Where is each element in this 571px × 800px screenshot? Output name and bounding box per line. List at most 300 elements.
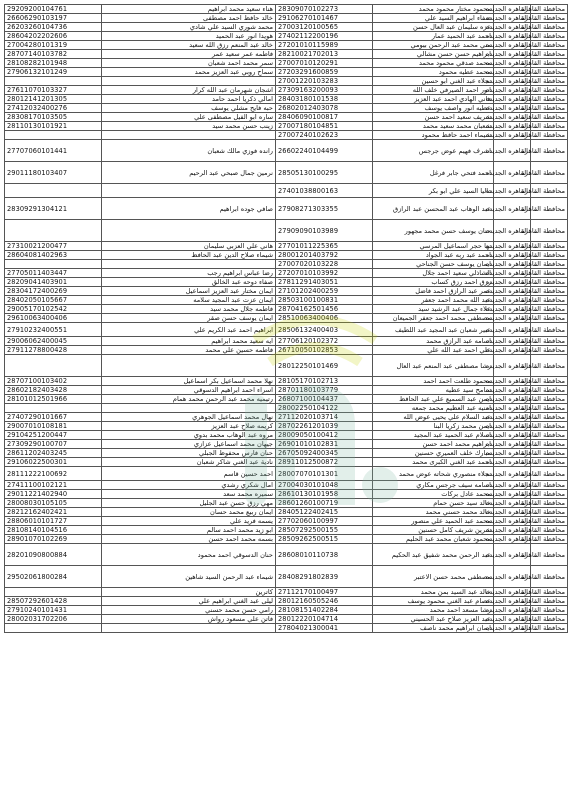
national-id-right-cell: 28405122402415 — [276, 508, 373, 517]
table-row — [5, 355, 568, 377]
name-right-cell: شيماء احمد حافظ محمود — [373, 131, 494, 140]
district-cell: القاهره الجديده — [494, 395, 531, 404]
table-row — [5, 269, 568, 278]
name-right-cell: عمر عبد الرازق احمد فاضل — [373, 287, 494, 296]
governorate-cell: محافظة القاهرة — [531, 323, 568, 337]
name-right-cell: احمد عبد ربه عبد الجواد — [373, 251, 494, 260]
name-left-cell: خالد عبد المنعم رزق الله سعيد — [102, 41, 276, 50]
table-row — [5, 490, 568, 499]
name-right-cell: اسلام عبد الحميد عبد المجيد — [373, 431, 494, 440]
name-left-cell: فاطمه حسين علي محمد — [102, 346, 276, 355]
name-right-cell: محمد عادل بركات — [373, 490, 494, 499]
governorate-cell: محافظة القاهرة — [531, 23, 568, 32]
name-right-cell: نجلاء منصوري شحاته عوض محمد — [373, 467, 494, 481]
name-right-cell: اسامه سيف جرجس مكاري — [373, 481, 494, 490]
district-cell: القاهره الجديده — [494, 104, 531, 113]
district-cell: القاهره الجديده — [494, 278, 531, 287]
national-id-right-cell: 27402112200196 — [276, 32, 373, 41]
national-id-right-cell: 28610130101958 — [276, 490, 373, 499]
national-id-right-cell: 28702261201039 — [276, 422, 373, 431]
national-id-right-cell: 29106270101467 — [276, 14, 373, 23]
name-left-cell: نادية عبد الغني شاكر شعبان — [102, 458, 276, 467]
governorate-cell: محافظة القاهرة — [531, 481, 568, 490]
name-left-cell — [102, 184, 276, 198]
name-left-cell: ايمان ربيع محمد حسان — [102, 508, 276, 517]
national-id-left-cell: 28604202202606 — [5, 32, 102, 41]
national-id-right-cell: 27309163200093 — [276, 86, 373, 95]
national-id-left-cell: 28108282101948 — [5, 59, 102, 68]
name-right-cell: عبير شعبان عبد المجيد عبد اللطيف — [373, 323, 494, 337]
name-right-cell: محمود طلعت احمد احمد — [373, 377, 494, 386]
district-cell: القاهره الجديده — [494, 588, 531, 597]
district-cell: القاهره الجديده — [494, 355, 531, 377]
table-row — [5, 162, 568, 184]
national-id-left-cell: 27705011403447 — [5, 269, 102, 278]
table-row — [5, 32, 568, 41]
name-left-cell: ابراهيم احمد عبد الكريم علي — [102, 323, 276, 337]
district-cell: القاهره الجديده — [494, 377, 531, 386]
name-left-cell: ساره ابو الفيل مصطفى علي — [102, 113, 276, 122]
governorate-cell: محافظة القاهرة — [531, 104, 568, 113]
name-left-cell: هناء سعيد محمد ابراهيم — [102, 5, 276, 14]
records-table-body — [5, 5, 568, 633]
name-left-cell: ايمان يوسف حسن صقر — [102, 314, 276, 323]
national-id-left-cell: 28308170103505 — [5, 113, 102, 122]
national-id-right-cell: 26602240104499 — [276, 140, 373, 162]
name-right-cell: ابراهيم محمد احمد حسن — [373, 440, 494, 449]
name-right-cell: عبد الرحمن محمد شفيق عبد الحكيم — [373, 544, 494, 566]
name-left-cell: محمد شوري السيد علي شادي — [102, 23, 276, 32]
name-left-cell: ايمان مختار عبد العزيز اسماعيل — [102, 287, 276, 296]
national-id-left-cell: 29011221402940 — [5, 490, 102, 499]
name-right-cell: شعبان محمد سعيد محمد — [373, 122, 494, 131]
name-left-cell — [102, 131, 276, 140]
name-left-cell: رتيميه محمد عبد الرحمن محمد همام — [102, 395, 276, 404]
district-cell: القاهره الجديده — [494, 624, 531, 633]
table-row — [5, 422, 568, 431]
table-row — [5, 50, 568, 59]
district-cell: القاهره الجديده — [494, 198, 531, 220]
governorate-cell: محافظة القاهرة — [531, 32, 568, 41]
governorate-cell: محافظة القاهرة — [531, 535, 568, 544]
governorate-cell: محافظة القاهرة — [531, 41, 568, 50]
governorate-cell: محافظة القاهرة — [531, 422, 568, 431]
national-id-right-cell: 27908271303355 — [276, 198, 373, 220]
national-id-right-cell: 27004030101048 — [276, 481, 373, 490]
national-id-left-cell: 27310021200477 — [5, 242, 102, 251]
table-row — [5, 305, 568, 314]
national-id-left-cell: 28101012501966 — [5, 395, 102, 404]
national-id-right-cell: 28704162501456 — [276, 305, 373, 314]
national-id-left-cell: 29005170102542 — [5, 305, 102, 314]
name-right-cell: اشرف فهيم عوض جرجس — [373, 140, 494, 162]
name-right-cell: عبد الوهاب عبد المحسن عبد الرازق — [373, 198, 494, 220]
national-id-left-cell: 28212162402421 — [5, 508, 102, 517]
governorate-cell: محافظة القاهرة — [531, 404, 568, 413]
governorate-cell: محافظة القاهرة — [531, 431, 568, 440]
name-left-cell: كريمه صلاح عبد العزيز — [102, 422, 276, 431]
district-cell: القاهره الجديده — [494, 566, 531, 588]
table-row — [5, 449, 568, 458]
name-right-cell: رشا مصطفى عبد المنعم عبد العال — [373, 355, 494, 377]
district-cell: القاهره الجديده — [494, 508, 531, 517]
national-id-right-cell: 26901010102831 — [276, 440, 373, 449]
name-left-cell: رضا عباس ابراهيم رجب — [102, 269, 276, 278]
table-row — [5, 140, 568, 162]
national-id-left-cell — [5, 77, 102, 86]
national-id-left-cell: 28901070102269 — [5, 535, 102, 544]
national-id-right-cell: 28012220104714 — [276, 615, 373, 624]
name-left-cell: اسراء احمد ابراهيم الدسوقي — [102, 386, 276, 395]
table-row — [5, 413, 568, 422]
national-id-left-cell: 28707100103402 — [5, 377, 102, 386]
national-id-right-cell: 28507292500155 — [276, 526, 373, 535]
governorate-cell: محافظة القاهرة — [531, 526, 568, 535]
national-id-right-cell: 27101202400259 — [276, 287, 373, 296]
governorate-cell: محافظة القاهرة — [531, 77, 568, 86]
governorate-cell: محافظة القاهرة — [531, 131, 568, 140]
national-id-right-cell: 27201010115989 — [276, 41, 373, 50]
name-left-cell — [102, 624, 276, 633]
district-cell: القاهره الجديده — [494, 287, 531, 296]
district-cell: القاهره الجديده — [494, 458, 531, 467]
table-row — [5, 23, 568, 32]
national-id-left-cell — [5, 624, 102, 633]
governorate-cell: محافظة القاهرة — [531, 346, 568, 355]
governorate-cell: محافظة القاهرة — [531, 508, 568, 517]
table-row — [5, 440, 568, 449]
national-id-right-cell: 28009050100412 — [276, 431, 373, 440]
records-table — [4, 4, 568, 633]
name-right-cell: عطيه انور واصف يوسف — [373, 104, 494, 113]
name-right-cell: خالد محمد حسني محمد — [373, 508, 494, 517]
national-id-right-cell: 28510063400406 — [276, 314, 373, 323]
national-id-left-cell: 29006062400045 — [5, 337, 102, 346]
district-cell: القاهره الجديده — [494, 499, 531, 508]
table-row — [5, 296, 568, 305]
name-right-cell: ايمان يوسف حسن الجناحي — [373, 260, 494, 269]
national-id-right-cell: 27706120102372 — [276, 337, 373, 346]
district-cell: القاهره الجديده — [494, 467, 531, 481]
national-id-left-cell: 29007010108181 — [5, 422, 102, 431]
name-right-cell: انور احمد الصيرفي خلف الله — [373, 86, 494, 95]
national-id-right-cell: 28503100100831 — [276, 296, 373, 305]
governorate-cell: محافظة القاهرة — [531, 242, 568, 251]
name-left-cell: ايمان عزت عبد المجيد سلامه — [102, 296, 276, 305]
table-row — [5, 535, 568, 544]
national-id-right-cell: 28012160505246 — [276, 597, 373, 606]
national-id-left-cell — [5, 220, 102, 242]
national-id-right-cell: 28108151402284 — [276, 606, 373, 615]
name-left-cell: ابو زيد محمد احمد سالم — [102, 526, 276, 535]
district-cell: القاهره الجديده — [494, 122, 531, 131]
table-row — [5, 377, 568, 386]
governorate-cell: محافظة القاهرة — [531, 14, 568, 23]
table-row — [5, 287, 568, 296]
governorate-cell: محافظة القاهرة — [531, 220, 568, 242]
governorate-cell: محافظة القاهرة — [531, 184, 568, 198]
national-id-right-cell: 28701180103779 — [276, 386, 373, 395]
district-cell: القاهره الجديده — [494, 490, 531, 499]
district-cell: القاهره الجديده — [494, 526, 531, 535]
governorate-cell: محافظة القاهرة — [531, 355, 568, 377]
national-id-left-cell: 28402050105667 — [5, 296, 102, 305]
table-row — [5, 131, 568, 140]
national-id-left-cell: 26606290103197 — [5, 14, 102, 23]
name-right-cell: احمد فتحي جابر فرغل — [373, 162, 494, 184]
table-row — [5, 624, 568, 633]
name-right-cell: نها حجر اسماعيل المرسي — [373, 242, 494, 251]
district-cell: القاهره الجديده — [494, 251, 531, 260]
national-id-right-cell: 28406090100817 — [276, 113, 373, 122]
governorate-cell: محافظة القاهرة — [531, 337, 568, 346]
district-cell: القاهره الجديده — [494, 597, 531, 606]
governorate-cell: محافظة القاهرة — [531, 566, 568, 588]
district-cell: القاهره الجديده — [494, 606, 531, 615]
table-row — [5, 242, 568, 251]
table-row — [5, 5, 568, 14]
table-row — [5, 404, 568, 413]
name-right-cell: خالد عبد السيد بمن محمد — [373, 588, 494, 597]
national-id-left-cell — [5, 184, 102, 198]
governorate-cell: محافظة القاهرة — [531, 251, 568, 260]
governorate-cell: محافظة القاهرة — [531, 59, 568, 68]
name-right-cell: محمود شعبان محمد عبد الحليم — [373, 535, 494, 544]
name-left-cell: هويدا انور عبد الحميد — [102, 32, 276, 41]
name-right-cell: احمد عبد الحميد عمار — [373, 32, 494, 41]
table-row — [5, 95, 568, 104]
national-id-right-cell: 26710050102853 — [276, 346, 373, 355]
national-id-right-cell: 28403180101538 — [276, 95, 373, 104]
governorate-cell: محافظة القاهرة — [531, 314, 568, 323]
name-left-cell: رانده فوزي مالك شعبان — [102, 140, 276, 162]
national-id-right-cell: 27112170100497 — [276, 588, 373, 597]
district-cell: القاهره الجديده — [494, 449, 531, 458]
national-id-right-cell: 27401038800163 — [276, 184, 373, 198]
governorate-cell: محافظة القاهرة — [531, 269, 568, 278]
table-row — [5, 481, 568, 490]
district-cell: القاهره الجديده — [494, 517, 531, 526]
national-id-right-cell: 27203291600859 — [276, 68, 373, 77]
national-id-left-cell: 27412032400276 — [5, 104, 102, 113]
name-left-cell: صفاء دوحه عبد الخالق — [102, 278, 276, 287]
table-row — [5, 337, 568, 346]
name-left-cell: فاطمه عمر سعيد عمر — [102, 50, 276, 59]
name-right-cell: مني محمد عبد الرحمن بيومي — [373, 41, 494, 50]
name-left-cell: احمد حسين قاسم — [102, 467, 276, 481]
name-right-cell: نجلاء عبد الغني ابو حسين — [373, 77, 494, 86]
name-left-cell: خالد حافظ احمد مصطفى — [102, 14, 276, 23]
name-left-cell: سميره محمد سعد — [102, 490, 276, 499]
national-id-left-cell: 27910232400551 — [5, 323, 102, 337]
table-row — [5, 395, 568, 404]
name-right-cell: مصطفى محمد احمد جعفر الجميعان — [373, 314, 494, 323]
name-left-cell: ليلى عبد الغني ابراهيم علي — [102, 597, 276, 606]
name-left-cell: فاطمه جلال محمد سيد — [102, 305, 276, 314]
national-id-right-cell: 27007240102623 — [276, 131, 373, 140]
table-row — [5, 68, 568, 77]
national-id-left-cell: 29104251200447 — [5, 431, 102, 440]
district-cell: القاهره الجديده — [494, 59, 531, 68]
district-cell: القاهره الجديده — [494, 346, 531, 355]
national-id-left-cell: 29106022500301 — [5, 458, 102, 467]
name-left-cell: مهي رزق حسن عبد الجليل — [102, 499, 276, 508]
name-right-cell: شرين شريف كامل حسنين — [373, 526, 494, 535]
national-id-right-cell: 27003120100565 — [276, 23, 373, 32]
table-row — [5, 86, 568, 95]
national-id-left-cell — [5, 404, 102, 413]
name-left-cell: امال شكري رشدي — [102, 481, 276, 490]
table-row — [5, 278, 568, 287]
name-left-cell: مروه عبد الوهاب محمد بدوي — [102, 431, 276, 440]
national-id-left-cell: 27611070103327 — [5, 86, 102, 95]
governorate-cell: محافظة القاهرة — [531, 449, 568, 458]
governorate-cell: محافظة القاهرة — [531, 287, 568, 296]
table-row — [5, 113, 568, 122]
national-id-right-cell: 28007070101301 — [276, 467, 373, 481]
name-right-cell: علي احمد عبد الله علي — [373, 346, 494, 355]
national-id-right-cell: 28911012500872 — [276, 458, 373, 467]
name-right-cell: ايمان ابراهيم محمد ناصف — [373, 624, 494, 633]
district-cell: القاهره الجديده — [494, 314, 531, 323]
table-row — [5, 122, 568, 131]
district-cell: القاهره الجديده — [494, 68, 531, 77]
table-row — [5, 260, 568, 269]
national-id-left-cell: 28111222100692 — [5, 467, 102, 481]
governorate-cell: محافظة القاهرة — [531, 467, 568, 481]
district-cell: القاهره الجديده — [494, 184, 531, 198]
name-left-cell: نهلا محمد اسماعيل بكر اسماعيل — [102, 377, 276, 386]
name-right-cell: محمد عبد الحميد علي منصور — [373, 517, 494, 526]
name-left-cell — [102, 355, 276, 377]
name-right-cell: عبد الله محمد احمد جعفر — [373, 296, 494, 305]
name-right-cell: عزه سليمان عبد العال حسن — [373, 23, 494, 32]
district-cell: القاهره الجديده — [494, 5, 531, 14]
table-row — [5, 499, 568, 508]
governorate-cell: محافظة القاهرة — [531, 606, 568, 615]
governorate-cell: محافظة القاهرة — [531, 615, 568, 624]
name-left-cell: حنان فارس محفوظ الجبلي — [102, 449, 276, 458]
national-id-left-cell — [5, 131, 102, 140]
national-id-left-cell — [5, 355, 102, 377]
national-id-left-cell: 28002031702206 — [5, 615, 102, 624]
governorate-cell: محافظة القاهرة — [531, 113, 568, 122]
district-cell: القاهره الجديده — [494, 86, 531, 95]
national-id-left-cell: 29209200104761 — [5, 5, 102, 14]
national-id-left-cell: 29502061800284 — [5, 566, 102, 588]
national-id-right-cell: 27007180104851 — [276, 122, 373, 131]
national-id-right-cell: 27007010120291 — [276, 59, 373, 68]
governorate-cell: محافظة القاهرة — [531, 5, 568, 14]
district-cell: القاهره الجديده — [494, 32, 531, 41]
national-id-left-cell: 28806010101727 — [5, 517, 102, 526]
name-left-cell: رامي حسن محمد حسني — [102, 606, 276, 615]
name-left-cell: امالي ذكريا احمد حامد — [102, 95, 276, 104]
national-id-right-cell: 28002250104122 — [276, 404, 373, 413]
governorate-cell: محافظة القاهرة — [531, 597, 568, 606]
name-right-cell: ابراهيم حسن حسن مشالي — [373, 50, 494, 59]
national-id-left-cell: 27309290100707 — [5, 440, 102, 449]
national-id-right-cell: 27804021300041 — [276, 624, 373, 633]
district-cell: القاهره الجديده — [494, 404, 531, 413]
name-left-cell: زينب حسن محمد سيد — [102, 122, 276, 131]
national-id-left-cell — [5, 588, 102, 597]
district-cell: القاهره الجديده — [494, 615, 531, 624]
district-cell: القاهره الجديده — [494, 431, 531, 440]
name-left-cell: جيهان محمد اسماعيل عزازي — [102, 440, 276, 449]
district-cell: القاهره الجديده — [494, 337, 531, 346]
name-right-cell: علاء جمال عبد الرشيد سيد — [373, 305, 494, 314]
name-left-cell: شيماء عبد الرحمن السيد شاهين — [102, 566, 276, 588]
national-id-right-cell: 28505130100295 — [276, 162, 373, 184]
governorate-cell: محافظة القاهرة — [531, 198, 568, 220]
national-id-right-cell: 27702060100997 — [276, 517, 373, 526]
district-cell: القاهره الجديده — [494, 77, 531, 86]
table-row — [5, 198, 568, 220]
district-cell: القاهره الجديده — [494, 41, 531, 50]
national-id-right-cell: 28012250101469 — [276, 355, 373, 377]
name-left-cell: فاتن علي مسعود رواش — [102, 615, 276, 624]
governorate-cell: محافظة القاهرة — [531, 458, 568, 467]
national-id-left-cell: 27004280101319 — [5, 41, 102, 50]
national-id-left-cell: 28604081402963 — [5, 251, 102, 260]
name-right-cell: اسامه عبد الرازق محمد — [373, 337, 494, 346]
name-left-cell: هاني علي العزبي سليمان — [102, 242, 276, 251]
district-cell: القاهره الجديده — [494, 544, 531, 566]
national-id-right-cell: 28506132400403 — [276, 323, 373, 337]
governorate-cell: محافظة القاهرة — [531, 588, 568, 597]
district-cell: القاهره الجديده — [494, 535, 531, 544]
name-right-cell: محمد صدقي محمود محمد — [373, 59, 494, 68]
name-left-cell: شيماء صلاح الدين عبد الحافظ — [102, 251, 276, 260]
table-row — [5, 41, 568, 50]
name-left-cell: كاترين — [102, 588, 276, 597]
name-right-cell: محمود مختار محمود محمد — [373, 5, 494, 14]
national-id-left-cell: 27906132101249 — [5, 68, 102, 77]
national-id-right-cell: 28608010110738 — [276, 544, 373, 566]
governorate-cell: محافظة القاهرة — [531, 544, 568, 566]
table-row — [5, 597, 568, 606]
table-row — [5, 544, 568, 566]
governorate-cell: محافظة القاهرة — [531, 162, 568, 184]
name-right-cell: عبد السلام علي يحيى عوض الله — [373, 413, 494, 422]
national-id-left-cell: 28309291304121 — [5, 198, 102, 220]
national-id-right-cell: 27909090103989 — [276, 220, 373, 242]
name-right-cell: عصام عبد الغني محمود يوسف — [373, 597, 494, 606]
national-id-left-cell: 28012141201305 — [5, 95, 102, 104]
name-right-cell: ايمن عبد السميع علي عبد الحافظ — [373, 395, 494, 404]
governorate-cell: محافظة القاهرة — [531, 278, 568, 287]
table-row — [5, 323, 568, 337]
table-row — [5, 508, 568, 517]
name-right-cell: الشاذلي سعيد احمد جلال — [373, 269, 494, 278]
table-row — [5, 615, 568, 624]
district-cell: القاهره الجديده — [494, 131, 531, 140]
table-row — [5, 346, 568, 355]
national-id-right-cell: 28001201403792 — [276, 251, 373, 260]
table-row — [5, 517, 568, 526]
district-cell: القاهره الجديده — [494, 50, 531, 59]
name-right-cell: رشا مسعد احمد محمد — [373, 606, 494, 615]
national-id-right-cell: 28509262500515 — [276, 535, 373, 544]
district-cell: القاهره الجديده — [494, 305, 531, 314]
national-id-left-cell — [5, 260, 102, 269]
name-right-cell: خالد سيد حسن حمام — [373, 499, 494, 508]
district-cell: القاهره الجديده — [494, 422, 531, 431]
name-left-cell: صافي جوده ابراهيم — [102, 198, 276, 220]
document-sheet — [4, 4, 567, 796]
governorate-cell: محافظة القاهرة — [531, 624, 568, 633]
